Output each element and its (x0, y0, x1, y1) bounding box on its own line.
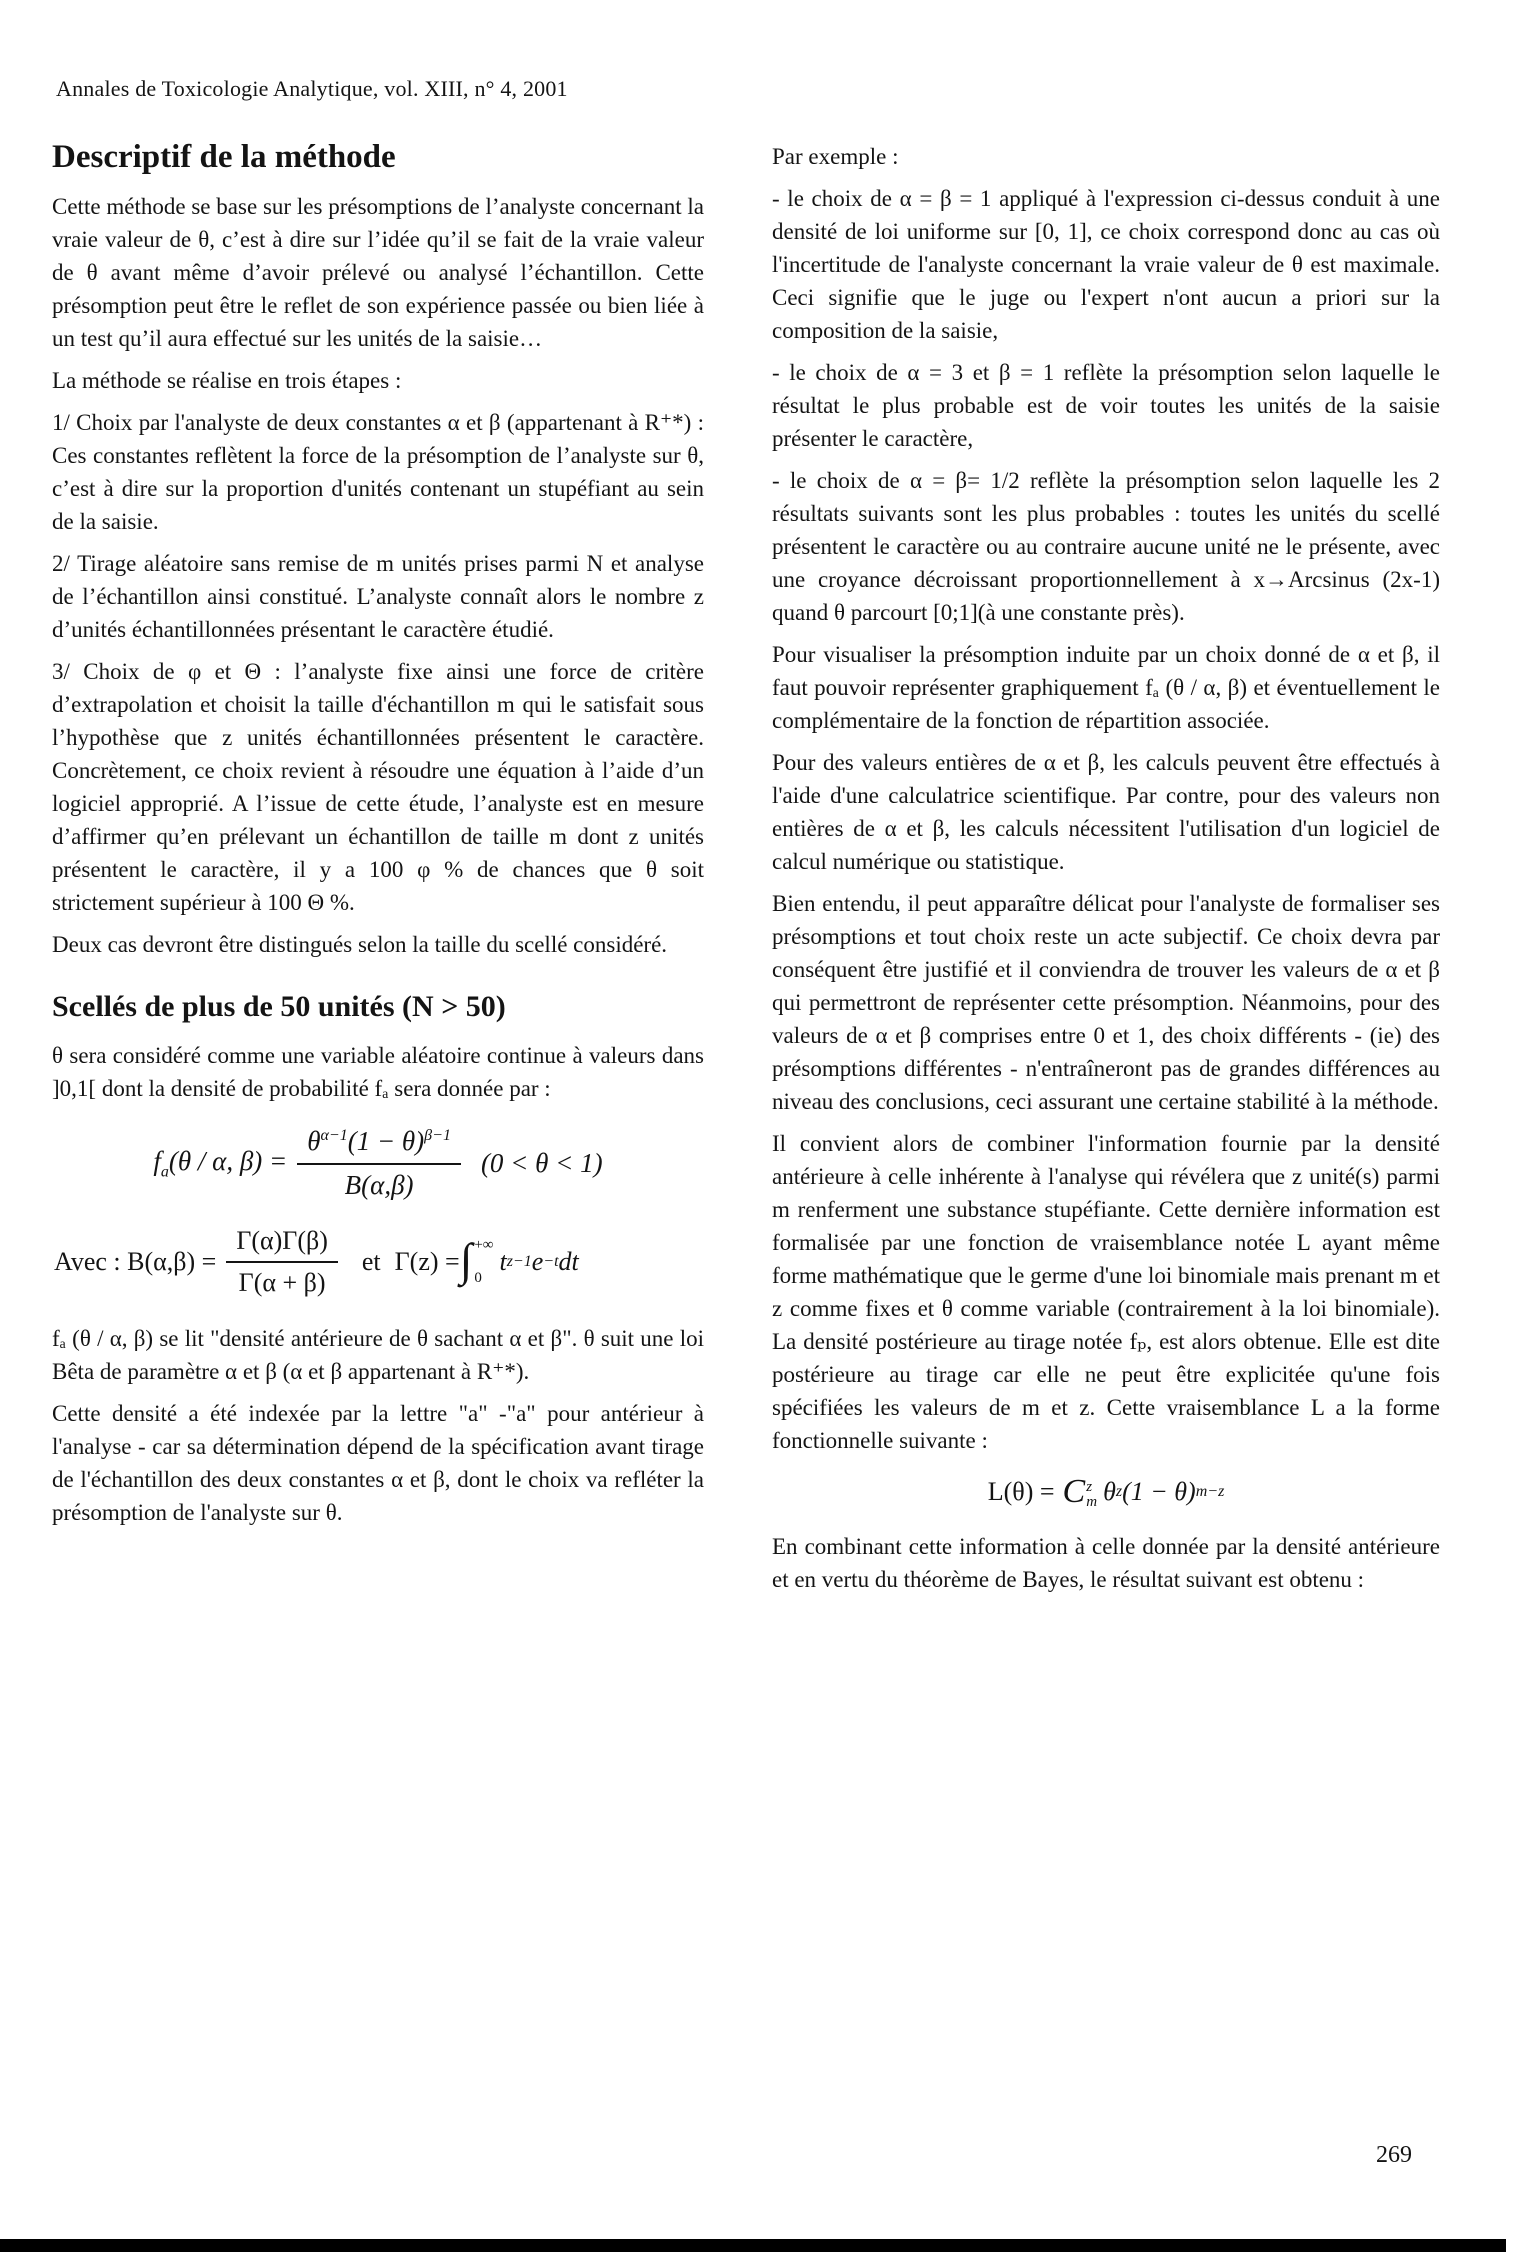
heading-scelles-50-unites: Scellés de plus de 50 unités (N > 50) (52, 990, 506, 1023)
math-superscript: z (1086, 1478, 1093, 1495)
paragraph-theta-density-intro: θ sera considéré comme une variable aléatoire continue à valeurs dans ]0,1[ dont la densité de probabilité fₐ sera donnée par : (52, 1043, 704, 1101)
heading-descriptif-methode: Descriptif de la méthode (52, 139, 396, 175)
formula-beta-gamma (52, 1225, 704, 1300)
paragraph-choice-uniform: - le choix de α = β = 1 appliqué à l'expression ci-dessus conduit à une densité de loi uniforme sur [0, 1], ce choix correspond donc au cas où l'incertitude de l'analyste concernant la vraie valeur de θ est maximale. Ceci signifie que le juge ou l'expert n'ont aucun a priori sur la composition de la saisie, (772, 186, 1440, 343)
math-superscript: m−z (1195, 1483, 1225, 1501)
integral-sign: ∫ (459, 1234, 473, 1285)
fraction (297, 1125, 461, 1203)
math-token: (1 − θ) (1122, 1477, 1196, 1506)
math-subscript: m (1086, 1494, 1098, 1511)
math-subscript: a (160, 1163, 169, 1181)
integral (460, 1236, 579, 1288)
math-token: t (499, 1246, 507, 1276)
math-connector: et (361, 1246, 381, 1276)
formula-lhs (153, 1145, 287, 1182)
math-superscript: z (1115, 1483, 1123, 1501)
paragraph-step3: 3/ Choix de φ et Θ : l’analyste fixe ainsi une force de critère d’extrapolation et choisit la taille d'échantillon m qui le satisfait sous l’hypothèse que z unités échantillonnées présentent le caractère. Concrètement, ce choix revient à résoudre une équation à l’aide d’un logiciel approprié. A l’issue de cette étude, l’analyste est en mesure d’affirmer qu’en prélevant un échantillon de taille m dont z unités présentent le caractère, il y a 100 φ % de chances que θ soit strictement supérieur à 100 Θ %. (52, 659, 704, 915)
math-superscript: z−1 (506, 1253, 532, 1270)
paragraph-subjective-choice: Bien entendu, il peut apparaître délicat pour l'analyste de formaliser ses présomptions et tout choix reste un acte subjectif. Ce choix devra par conséquent être justifié et il conviendra de trouver les valeurs de α et β qui permettront de représenter cette présomption. Néanmoins, pour des valeurs de α et β comprises entre 0 et 1, des choix différents - (ie) des présomptions différentes - n'entraîneront pas de grandes différences au niveau des conclusions, ceci assurant une certaine stabilité à la méthode. (772, 891, 1440, 1114)
fraction-numerator: Γ(α)Γ(β) (226, 1225, 338, 1264)
paragraph-two-cases: Deux cas devront être distingués selon la taille du scellé considéré. (52, 932, 668, 957)
integral-upper-limit: +∞ (474, 1237, 494, 1253)
right-column (772, 140, 1440, 1605)
math-token: (1 − θ) (347, 1126, 425, 1156)
fraction (226, 1225, 338, 1300)
fraction-denominator: B(α,β) (344, 1169, 414, 1200)
math-superscript: β−1 (424, 1127, 451, 1144)
paragraph-step1: 1/ Choix par l'analyste de deux constantes α et β (appartenant à R⁺*) : Ces constantes reflètent la force de la présomption de l’analyste sur θ, c’est à dire sur la proportion d'unités contenant un stupéfiant au sein de la saisie. (52, 410, 704, 534)
formula-prior-density (52, 1125, 704, 1203)
paragraph-integer-values: Pour des valeurs entières de α et β, les calculs peuvent être effectués à l'aide d'une calculatrice scientifique. Par contre, pour des valeurs non entières de α et β, les calculs nécessitent l'utilisation d'un logiciel de calcul numérique ou statistique. (772, 750, 1440, 874)
formula-lhs: Avec : B(α,β) = (54, 1246, 217, 1276)
paragraph-choice-half: - le choix de α = β= 1/2 reflète la présomption selon laquelle les 2 résultats suivants sont les plus probables : toutes les unités du scellé présentent le caractère ou au contraire aucune unité ne le présente, avec une croyance décroissant proportionnellement à x→Arcsinus (2x-1) quand θ parcourt [0;1](à une constante près). (772, 468, 1440, 625)
math-token: e (531, 1246, 544, 1276)
paragraph-example-intro: Par exemple : (772, 144, 899, 169)
paragraph-density-indexing: Cette densité a été indexée par la lettre "a" -"a" pour antérieur à l'analyse - car sa détermination dépend de la spécification avant tirage de l'échantillon des deux constantes α et β, dont le choix va refléter la présomption de l'analyste sur θ. (52, 1400, 704, 1525)
math-token: (θ / α, β) = (168, 1146, 288, 1177)
math-token: θ (307, 1126, 321, 1156)
formula-lhs: L(θ) = (987, 1477, 1055, 1506)
paragraph-visualize-presomption: Pour visualiser la présomption induite par un choix donné de α et β, il faut pouvoir représenter graphiquement fₐ (θ / α, β) et éventuellement le complémentaire de la fonction de répartition associée. (772, 642, 1440, 733)
math-condition: (0 < θ < 1) (480, 1147, 603, 1178)
math-token: C (1062, 1473, 1086, 1510)
left-column (52, 138, 704, 1538)
math-token: Γ(z) = (394, 1246, 460, 1276)
paragraph-combine-information: Il convient alors de combiner l'information fournie par la densité antérieure à celle inhérente à l'analyse qui révélera que z unité(s) parmi m renferment une substance stupéfiante. Cette dernière information est formalisée par une fonction de vraisemblance notée L ayant même forme mathématique que le germe d'une loi binomiale mais prenant m et z comme fixes et θ comme variable (contrairement à la loi binomiale). La densité postérieure au tirage notée fₚ, est alors obtenue. Elle est dite postérieure au tirage car elle ne peut être explicitée qu'une fois spécifiées les valeurs de m et z. Cette vraisemblance L a la forme fonctionnelle suivante : (772, 1131, 1440, 1453)
integral-lower-limit: 0 (474, 1270, 482, 1287)
math-token: f (153, 1146, 161, 1177)
scan-edge-bar (0, 2239, 1506, 2252)
math-token: θ (1103, 1477, 1116, 1506)
formula-likelihood (772, 1471, 1440, 1514)
page-number: 269 (1376, 2142, 1412, 2168)
paragraph-bayes-result: En combinant cette information à celle donnée par la densité antérieure et en vertu du théorème de Bayes, le résultat suivant est obtenu : (772, 1533, 1440, 1592)
integral-limits (474, 1236, 493, 1288)
fraction-numerator (297, 1125, 461, 1165)
paragraph-choice-alpha3-beta1: - le choix de α = 3 et β = 1 reflète la présomption selon laquelle le résultat le plus probable est de voir toutes les unités de la saisie présenter le caractère, (772, 360, 1440, 451)
paragraph-step2: 2/ Tirage aléatoire sans remise de m unités prises parmi N et analyse de l’échantillon ainsi constitué. L’analyste connaît alors le nombre z d’unités échantillonnées présentant le caractère étudié. (52, 551, 704, 642)
math-superscript: α−1 (320, 1127, 348, 1144)
math-supsub-stack (1086, 1480, 1097, 1512)
math-token: dt (558, 1246, 579, 1276)
journal-header: Annales de Toxicologie Analytique, vol. XIII, n° 4, 2001 (56, 76, 568, 101)
math-superscript: −t (543, 1253, 559, 1270)
paragraph-method-intro: Cette méthode se base sur les présomptions de l’analyste concernant la vraie valeur de θ, c’est à dire sur l’idée qu’il se fait de la vraie valeur de θ avant même d’avoir prélevé ou analysé l’échantillon. Cette présomption peut être le reflet de son expérience passée ou bien liée à un test qu’il aura effectué sur les unités de la saisie… (52, 194, 704, 351)
fraction-denominator: Γ(α + β) (238, 1268, 326, 1297)
paragraph-density-reading: fₐ (θ / α, β) se lit "densité antérieure de θ sachant α et β". θ suit une loi Bêta de paramètre α et β (α et β appartenant à R⁺*). (52, 1325, 704, 1384)
paragraph-steps-intro: La méthode se réalise en trois étapes : (52, 368, 402, 393)
